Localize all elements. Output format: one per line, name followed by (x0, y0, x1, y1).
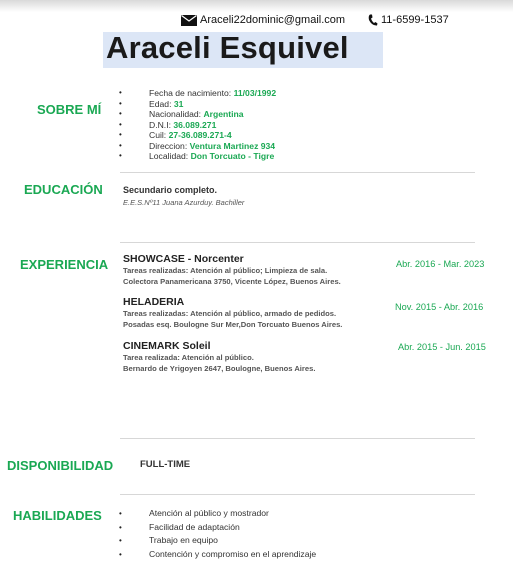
experience-heading: EXPERIENCIA (20, 257, 109, 272)
about-item-value: Ventura Martinez 934 (189, 140, 276, 151)
about-item-label: Localidad: (149, 151, 191, 161)
email-text: Araceli22dominic@gmail.com (200, 14, 346, 26)
about-item (119, 130, 276, 141)
about-item-label: Direccion: (149, 140, 190, 151)
full-name: Araceli Esquivel (106, 30, 349, 65)
job-tasks: Tareas realizadas: Atención al público; Limpieza de sala. (123, 266, 328, 275)
top-shadow-bar (0, 0, 513, 12)
education-school: E.E.S.Nº11 Juana Azurduy. Bachiller (123, 198, 245, 207)
availability-value: FULL-TIME (140, 459, 191, 470)
envelope-icon (181, 15, 197, 26)
job-tasks: Tareas realizadas: Atención al público, armado de pedidos. (123, 309, 337, 318)
about-list (119, 88, 276, 162)
divider (120, 494, 475, 495)
job-address: Posadas esq. Boulogne Sur Mer,Don Torcuato Buenos Aires. (123, 320, 343, 329)
about-item (119, 120, 276, 131)
about-heading: SOBRE MÍ (37, 102, 102, 117)
about-item (119, 141, 276, 152)
education-heading: EDUCACIÓN (24, 182, 103, 197)
about-item-label: D.N.I: (149, 119, 174, 130)
email-contact (181, 14, 345, 26)
phone-icon (368, 14, 378, 26)
phone-text: 11-6599-1537 (381, 14, 449, 26)
skills-heading: HABILIDADES (13, 508, 102, 523)
job-dates: Abr. 2015 - Jun. 2015 (398, 342, 486, 352)
about-item-label: Nacionalidad: (149, 109, 204, 119)
job-title: CINEMARK Soleil (123, 340, 211, 352)
job-dates: Nov. 2015 - Abr. 2016 (395, 302, 484, 312)
job-address: Colectora Panamericana 3750, Vicente López, Buenos Aires. (123, 277, 341, 286)
about-item-value: 11/03/1992 (233, 88, 277, 98)
job-address: Bernardo de Yrigoyen 2647, Boulogne, Buenos Aires. (123, 364, 316, 373)
skill-item: • Facilidad de adaptación (119, 521, 316, 535)
about-item-label: Fecha de nacimiento: (149, 88, 234, 98)
skill-item: • Atención al público y mostrador (119, 507, 316, 521)
divider (120, 242, 475, 243)
about-item-value: 36.089.271 (173, 119, 217, 130)
skill-item: • Trabajo en equipo (119, 534, 316, 548)
job-title: HELADERIA (123, 296, 185, 308)
divider (120, 438, 475, 439)
divider (120, 172, 475, 173)
job-dates: Abr. 2016 - Mar. 2023 (396, 259, 485, 269)
about-item-value: 31 (173, 98, 184, 109)
phone-contact (368, 14, 449, 26)
about-item (119, 109, 276, 120)
skill-item: • Contención y compromiso en el aprendizaje (119, 548, 316, 562)
about-item-value: Don Torcuato - Tigre (190, 151, 275, 161)
about-item-value: 27-36.089.271-4 (168, 130, 232, 140)
about-item (119, 151, 276, 162)
about-item (119, 99, 276, 110)
job-title: SHOWCASE - Norcenter (123, 253, 244, 265)
job-tasks: Tarea realizada: Atención al público. (123, 353, 254, 362)
availability-heading: DISPONIBILIDAD (7, 458, 114, 473)
skills-list (119, 507, 316, 561)
about-item-label: Edad: (149, 98, 174, 109)
about-item-label: Cuil: (149, 130, 169, 140)
about-item (119, 88, 276, 99)
education-level: Secundario completo. (123, 185, 218, 195)
about-item-value: Argentina (203, 109, 244, 119)
